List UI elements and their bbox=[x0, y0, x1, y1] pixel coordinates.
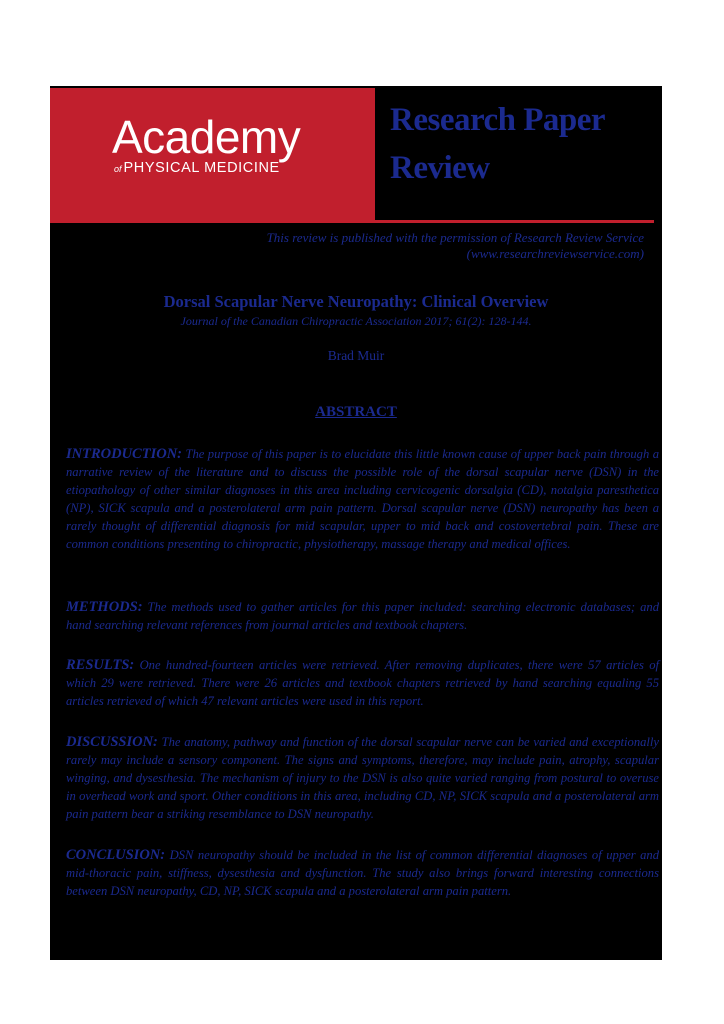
abstract-section-discussion bbox=[66, 733, 659, 823]
header-divider bbox=[50, 220, 654, 223]
abstract-section-methods bbox=[66, 598, 659, 634]
permission-note bbox=[267, 230, 644, 262]
section-text: One hundred-fourteen articles were retrieved. After removing duplicates, there were 57 articles of which 29 were retrieved. There were 26 articles and textbook chapters retrieved by hand searching equaling 55 articles retrieved of which 47 relevant articles were used in this report. bbox=[66, 658, 659, 708]
section-text: The purpose of this paper is to elucidate this little known cause of upper back pain through a narrative review of the literature and to discuss the possible role of the dorsal scapular nerve (DSN) in the etiopathology of other similar diagnoses in this area including cervicogenic dorsalgia (CD), notalgia paresthetica (NP), SICK scapula and a posterolateral arm pain pattern. Dorsal scapular nerve (DSN) neuropathy has been a rarely thought of differential diagnosis for mid scapular, upper to mid back and costovertebral pain. These are common conditions presenting to chiropractic, physiotherapy, massage therapy and medical offices. bbox=[66, 447, 659, 551]
section-text: The anatomy, pathway and function of the dorsal scapular nerve can be varied and exceptionally rarely may include a sensory component. The signs and symptoms, therefore, may include pain, atrophy, scapular winging, and dysesthesia. The mechanism of injury to the DSN is also quite varied ranging from postural to overuse in overhead work and sport. Other conditions in this area, including CD, NP, SICK scapula and a posterolateral arm pain pattern bear a striking resemblance to DSN neuropathy. bbox=[66, 735, 659, 821]
paper-citation: Journal of the Canadian Chiropractic Association 2017; 61(2): 128-144. bbox=[180, 314, 532, 328]
logo-sub-prefix: of bbox=[114, 164, 122, 174]
logo-banner bbox=[50, 88, 375, 220]
review-title bbox=[390, 96, 650, 192]
section-text: The methods used to gather articles for this paper included: searching electronic databases; and hand searching relevant references from journal articles and textbook chapters. bbox=[66, 600, 659, 632]
abstract-heading: ABSTRACT bbox=[315, 404, 397, 420]
section-label: CONCLUSION: bbox=[66, 847, 166, 863]
paper-author: Brad Muir bbox=[327, 348, 385, 363]
research-review-link[interactable]: (www.researchreviewservice.com) bbox=[466, 246, 644, 261]
academy-logo bbox=[112, 111, 301, 177]
paper-title: Dorsal Scapular Nerve Neuropathy: Clinical Overview bbox=[163, 292, 549, 311]
logo-subtitle bbox=[114, 160, 300, 177]
review-title-line2: Review bbox=[390, 150, 490, 186]
logo-sub-main: PHYSICAL MEDICINE bbox=[123, 160, 280, 176]
abstract-section-conclusion bbox=[66, 846, 659, 900]
permission-text: This review is published with the permission of Research Review Service bbox=[266, 230, 644, 245]
logo-word: Academy bbox=[112, 111, 301, 163]
section-text: DSN neuropathy should be included in the list of common differential diagnoses of upper and mid-thoracic pain, stiffness, dysesthesia and dysfunction. The study also brings forward interesting connections between DSN neuropathy, CD, NP, SICK scapula and a posterolateral arm pain pattern. bbox=[66, 848, 659, 898]
review-title-line1: Research Paper bbox=[390, 102, 606, 138]
section-label: METHODS: bbox=[66, 599, 143, 615]
abstract-section-introduction bbox=[66, 445, 659, 553]
section-label: DISCUSSION: bbox=[66, 734, 158, 750]
abstract-section-results bbox=[66, 656, 659, 710]
section-label: INTRODUCTION: bbox=[66, 446, 182, 462]
section-label: RESULTS: bbox=[66, 657, 135, 673]
document-page bbox=[50, 86, 662, 960]
